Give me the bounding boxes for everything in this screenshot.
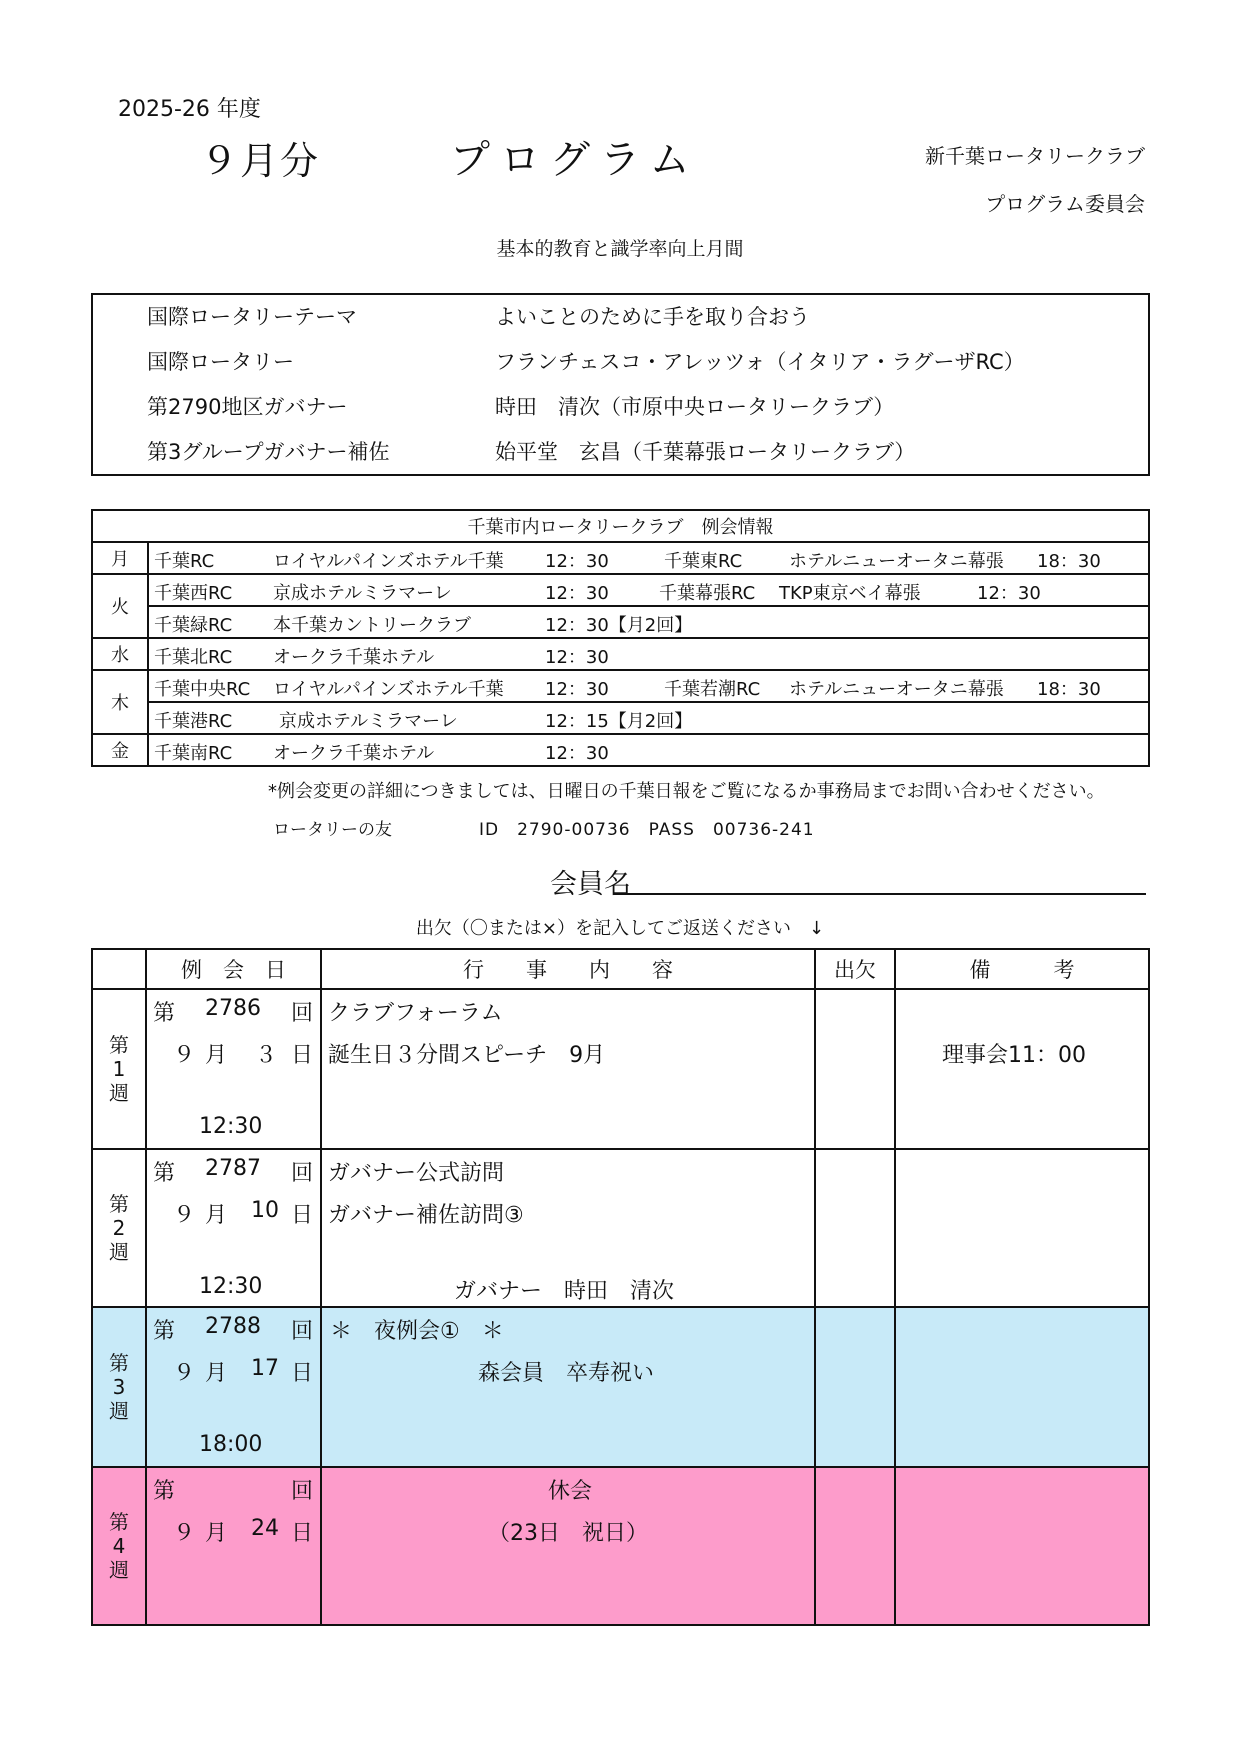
date-header: 例 会 日 xyxy=(146,949,321,989)
time-cell: 12：30 xyxy=(545,647,609,668)
attendance-cell[interactable] xyxy=(815,1307,895,1467)
time-cell: 18：30 xyxy=(1037,679,1101,700)
meeting-row xyxy=(92,670,1149,702)
venue-cell: 京成ホテルミラマーレ xyxy=(273,583,452,604)
attendance-cell[interactable] xyxy=(815,1467,895,1625)
club-cell: 千葉東RC xyxy=(664,551,743,572)
meeting-entry xyxy=(148,638,1149,670)
event-details: ＊ 夜例会① ＊ 森会員 卒寿祝い xyxy=(321,1307,815,1467)
month-title: ９月分 xyxy=(200,139,321,183)
club-cell: 千葉緑RC xyxy=(154,615,233,636)
meeting-info-title: 千葉市内ロータリークラブ 例会情報 xyxy=(92,510,1149,542)
club-cell: 千葉幕張RC xyxy=(659,583,756,604)
weekday-cell: 金 xyxy=(92,734,148,766)
committee-name: プログラム委員会 xyxy=(985,192,1145,216)
meeting-row xyxy=(92,702,1149,734)
meeting-info-table xyxy=(91,509,1150,767)
schedule-table xyxy=(91,948,1150,1626)
member-name-label: 会員名 xyxy=(550,869,631,900)
week-label: 第 4 週 xyxy=(92,1467,146,1625)
time-cell: 12：30 xyxy=(977,583,1041,604)
weekday-cell: 水 xyxy=(92,638,148,670)
event-details: ガバナー公式訪問 ガバナー補佐訪問③ ガバナー 時田 清次 xyxy=(321,1149,815,1307)
schedule-row xyxy=(92,1467,1149,1625)
member-name-field[interactable] xyxy=(614,893,1146,895)
week-label: 第 2 週 xyxy=(92,1149,146,1307)
club-cell: 千葉中央RC xyxy=(154,679,251,700)
time-cell: 12：30 xyxy=(545,551,609,572)
meeting-time: 18:00 xyxy=(199,1432,263,1457)
theme-row xyxy=(93,385,1148,425)
time-cell: 12：30 xyxy=(545,583,609,604)
meeting-month: ９ xyxy=(173,1521,196,1546)
event-details: クラブフォーラム 誕生日３分間スピーチ 9月 xyxy=(321,989,815,1149)
meeting-date: 第 2788 回 ９ 月 17 日 18:00 xyxy=(146,1307,321,1467)
theme-row xyxy=(93,295,1148,335)
event-details: 休会 （23日 祝日） xyxy=(321,1467,815,1625)
meeting-row xyxy=(92,542,1149,574)
meeting-date: 第 2786 回 ９ 月 ３ 日 12:30 xyxy=(146,989,321,1149)
theme-label: 第3グループガバナー補佐 xyxy=(147,440,390,464)
meeting-number: 2787 xyxy=(205,1156,261,1181)
remarks-cell xyxy=(895,1467,1149,1625)
theme-box xyxy=(91,293,1150,476)
meeting-change-note: *例会変更の詳細につきましては、日曜日の千葉日報をご覧になるか事務局までお問い合わせください。 xyxy=(268,781,1105,802)
time-cell: 12：15【月2回】 xyxy=(545,711,693,732)
venue-cell: ロイヤルパインズホテル千葉 xyxy=(273,679,504,700)
meeting-entry xyxy=(148,574,1149,606)
venue-cell: ロイヤルパインズホテル千葉 xyxy=(273,551,504,572)
meeting-date: 第 回 ９ 月 24 日 xyxy=(146,1467,321,1625)
weekday-cell: 月 xyxy=(92,542,148,574)
theme-value: 時田 清次（市原中央ロータリークラブ） xyxy=(495,395,895,419)
weekday-cell: 火 xyxy=(92,574,148,638)
meeting-row xyxy=(92,606,1149,638)
meeting-month: ９ xyxy=(173,1361,196,1386)
program-title: プログラム xyxy=(450,137,700,183)
theme-value: フランチェスコ・アレッツォ（イタリア・ラグーザRC） xyxy=(495,350,1025,374)
meeting-month: ９ xyxy=(173,1203,196,1228)
club-cell: 千葉RC xyxy=(154,551,215,572)
schedule-row xyxy=(92,989,1149,1149)
meeting-day: 17 xyxy=(251,1356,279,1381)
event-header: 行 事 内 容 xyxy=(321,949,815,989)
meeting-number: 2788 xyxy=(205,1314,261,1339)
meeting-entry xyxy=(148,734,1149,766)
meeting-entry xyxy=(148,670,1149,702)
schedule-row xyxy=(92,1307,1149,1467)
club-cell: 千葉西RC xyxy=(154,583,233,604)
remarks-header: 備 考 xyxy=(895,949,1149,989)
theme-row xyxy=(93,340,1148,380)
time-cell: 12：30 xyxy=(545,743,609,764)
theme-label: 国際ロータリー xyxy=(147,350,294,374)
meeting-day: ３ xyxy=(255,1043,278,1068)
rotary-tomo-label: ロータリーの友 xyxy=(273,820,392,840)
meeting-entry xyxy=(148,542,1149,574)
theme-row xyxy=(93,430,1148,470)
theme-value: よいことのために手を取り合おう xyxy=(495,305,810,329)
attendance-cell[interactable] xyxy=(815,1149,895,1307)
schedule-header-row xyxy=(92,949,1149,989)
meeting-time: 12:30 xyxy=(199,1274,263,1299)
club-cell: 千葉北RC xyxy=(154,647,233,668)
theme-label: 国際ロータリーテーマ xyxy=(147,305,357,329)
time-cell: 12：30【月2回】 xyxy=(545,615,693,636)
remarks-cell xyxy=(895,1149,1149,1307)
meeting-time: 12:30 xyxy=(199,1114,263,1139)
venue-cell: ホテルニューオータニ幕張 xyxy=(789,679,1004,700)
meeting-row xyxy=(92,638,1149,670)
club-cell: 千葉若潮RC xyxy=(664,679,761,700)
time-cell: 18：30 xyxy=(1037,551,1101,572)
venue-cell: TKP東京ベイ幕張 xyxy=(779,583,921,604)
attendance-header: 出欠 xyxy=(815,949,895,989)
meeting-date: 第 2787 回 ９ 月 10 日 12:30 xyxy=(146,1149,321,1307)
theme-label: 第2790地区ガバナー xyxy=(147,395,348,419)
meeting-month: ９ xyxy=(173,1043,196,1068)
club-name: 新千葉ロータリークラブ xyxy=(925,144,1145,168)
venue-cell: 京成ホテルミラマーレ xyxy=(279,711,458,732)
theme-value: 始平堂 玄昌（千葉幕張ロータリークラブ） xyxy=(495,440,916,464)
meeting-entry xyxy=(148,606,1149,638)
venue-cell: ホテルニューオータニ幕張 xyxy=(789,551,1004,572)
week-label: 第 3 週 xyxy=(92,1307,146,1467)
meeting-row xyxy=(92,734,1149,766)
week-label: 第 1 週 xyxy=(92,989,146,1149)
remarks-cell xyxy=(895,1307,1149,1467)
meeting-row xyxy=(92,574,1149,606)
venue-cell: 本千葉カントリークラブ xyxy=(273,615,471,636)
schedule-row xyxy=(92,1149,1149,1307)
governor-name: ガバナー 時田 清次 xyxy=(454,1279,675,1304)
remarks-cell: 理事会11：00 xyxy=(895,989,1149,1149)
venue-cell: オークラ千葉ホテル xyxy=(273,743,435,764)
attendance-instruction: 出欠（〇または×）を記入してご返送ください ↓ xyxy=(415,918,825,939)
club-cell: 千葉港RC xyxy=(154,711,233,732)
venue-cell: オークラ千葉ホテル xyxy=(273,647,435,668)
time-cell: 12：30 xyxy=(545,679,609,700)
club-cell: 千葉南RC xyxy=(154,743,233,764)
meeting-entry xyxy=(148,702,1149,734)
meeting-day: 24 xyxy=(251,1516,279,1541)
monthly-theme: 基本的教育と識学率向上月間 xyxy=(496,238,744,260)
week-header xyxy=(92,949,146,989)
fiscal-year: 2025-26 年度 xyxy=(118,97,261,122)
meeting-day: 10 xyxy=(251,1198,279,1223)
meeting-number: 2786 xyxy=(205,996,261,1021)
rotary-tomo-credentials: ID 2790-00736 PASS 00736-241 xyxy=(479,820,815,840)
attendance-cell[interactable] xyxy=(815,989,895,1149)
weekday-cell: 木 xyxy=(92,670,148,734)
